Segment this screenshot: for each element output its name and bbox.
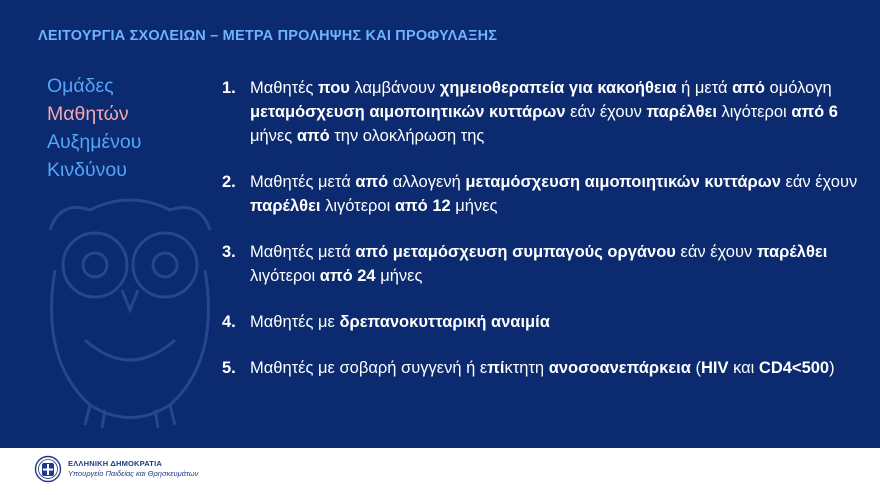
item-bold: δρεπανοκυτταρική αναιμία [339,313,550,331]
list-item [222,240,862,288]
item-text: μήνες [375,267,423,285]
item-bold: 6 [828,103,838,121]
item-bold: από [394,197,428,215]
item-bold: μεταμόσχευση αιμοποιητικών κυττάρων [250,103,566,121]
list-item [222,356,862,380]
list-item [222,76,862,148]
item-number: 3. [222,243,236,261]
item-text: λιγότεροι [320,197,395,215]
ministry-label [68,459,198,479]
item-bold: από [355,243,389,261]
item-bold: HIV [700,359,729,377]
ministry-name: Υπουργείο Παιδείας και Θρησκευμάτων [68,469,199,478]
item-bold: από [319,267,353,285]
item-number: 5. [222,359,236,377]
item-bold: μεταμόσχευση συμπαγούς οργάνου [392,243,676,261]
item-bold: πί [487,359,505,377]
item-bold: παρέλθει [756,243,828,261]
item-bold: από [791,103,825,121]
item-text: κτητη [504,359,549,377]
republic-label: ΕΛΛΗΝΙΚΗ ΔΗΜΟΚΡΑΤΙΑ [68,459,162,468]
item-text: μήνες [250,127,297,145]
owl-watermark-icon [30,190,230,430]
item-text: αλλογενή [388,173,466,191]
item-text: ( [690,359,701,377]
group-line-4: Κινδύνου [47,159,127,181]
item-text: και [728,359,759,377]
item-bold: παρέλθει [646,103,717,121]
list-item [222,310,862,334]
item-text: Μαθητές με σοβαρή συγγενή ή ε [250,359,488,377]
item-bold: CD4<500 [758,359,830,377]
item-bold: μεταμόσχευση αιμοποιητικών κυττάρων [465,173,781,191]
risk-group-heading [47,72,141,184]
risk-groups-list [222,76,862,380]
item-text: ) [829,359,835,377]
item-bold: από [355,173,389,191]
group-line-1: Ομάδες [47,75,114,97]
item-text: εάν έχουν [780,173,858,191]
item-text: Μαθητές [250,79,319,97]
item-number: 4. [222,313,236,331]
item-bold: 24 [357,267,376,285]
group-line-2: Μαθητών [47,103,129,125]
item-number: 1. [222,79,236,97]
item-text: λιγότεροι [716,103,792,121]
item-bold: ανοσοανεπάρκεια [548,359,691,377]
slide-title: ΛΕΙΤΟΥΡΓΙΑ ΣΧΟΛΕΙΩΝ – ΜΕΤΡΑ ΠΡΟΛΗΨΗΣ ΚΑΙ ΠΡΟΦΥΛΑΞΗΣ [38,28,498,44]
greek-coat-of-arms-icon [34,455,62,483]
item-bold: από [296,127,330,145]
item-text: την ολοκλήρωση της [329,127,485,145]
item-text: εάν έχουν [675,243,757,261]
item-text: λαμβάνουν [349,79,440,97]
item-bold: από [732,79,765,97]
item-text: Μαθητές μετά [250,173,356,191]
item-bold: χημειοθεραπεία για κακοήθεια [439,79,677,97]
item-text: ομόλογη [764,79,832,97]
item-text: ή μετά [676,79,733,97]
item-text: μήνες [450,197,498,215]
item-bold: που [318,79,350,97]
list-item [222,170,862,218]
item-text: Μαθητές μετά [250,243,356,261]
group-line-3: Αυξημένου [47,131,142,153]
item-bold: παρέλθει [250,197,321,215]
item-text: Μαθητές με [250,313,340,331]
item-number: 2. [222,173,236,191]
item-bold: 12 [432,197,451,215]
item-text: λιγότεροι [250,267,320,285]
item-text: εάν έχουν [565,103,647,121]
